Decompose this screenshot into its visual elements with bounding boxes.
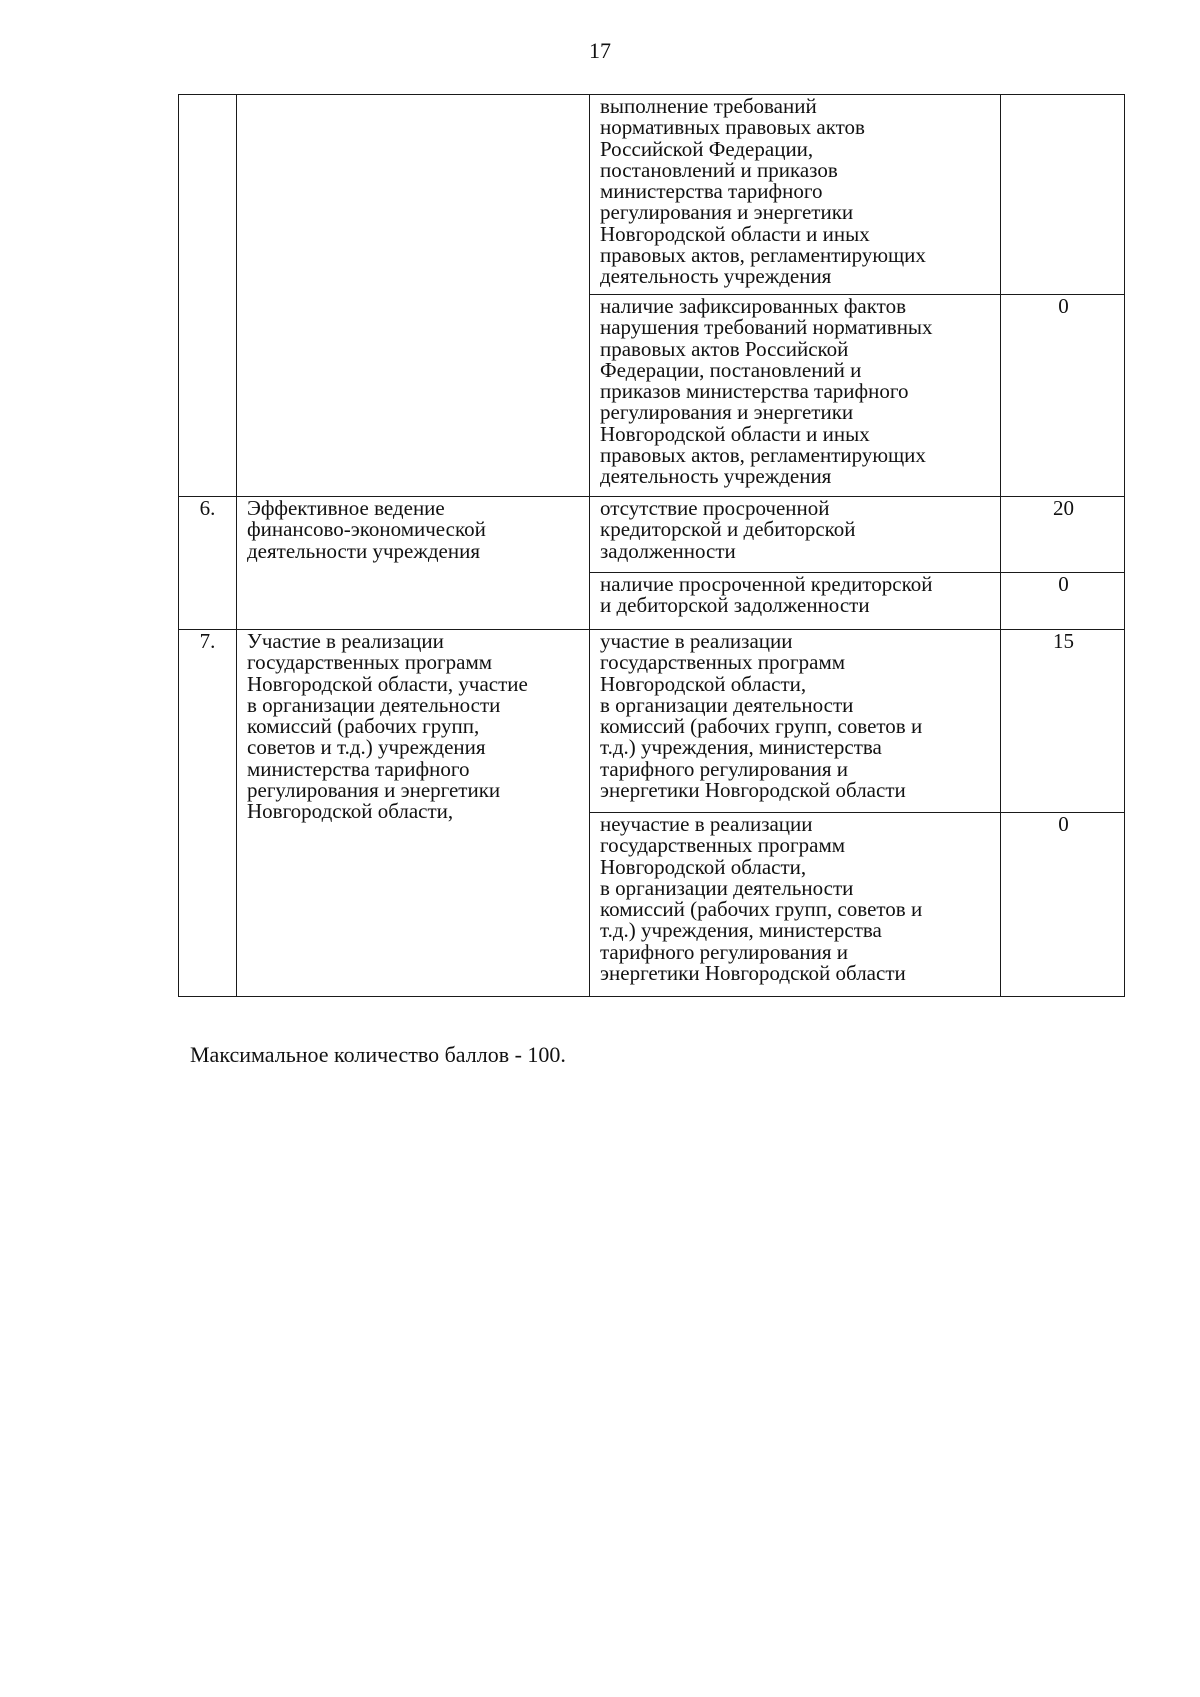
max-score-note: Максимальное количество баллов - 100. (190, 1042, 566, 1067)
points-cell: 15 (1001, 630, 1125, 813)
table-row (179, 95, 1125, 295)
points-cell (1001, 95, 1125, 295)
points-cell: 0 (1001, 295, 1125, 497)
row-number-cell: 6. (179, 497, 237, 630)
criteria-table (178, 94, 1125, 997)
points-cell: 0 (1001, 573, 1125, 630)
page-number: 17 (589, 38, 611, 63)
condition-cell: наличие зафиксированных фактов нарушения требований нормативных правовых актов Российской Федерации, постановлений и приказов министерства тарифного регулирования и энергетики Новгородской области и иных правовых актов, регламентирующих деятельность учреждения (590, 295, 1001, 497)
table-row (179, 497, 1125, 573)
condition-cell: выполнение требований нормативных правовых актов Российской Федерации, постановлений и приказов министерства тарифного регулирования и энергетики Новгородской области и иных правовых актов, регламентирующих деятельность учреждения (590, 95, 1001, 295)
points-cell: 0 (1001, 813, 1125, 997)
row-number-cell (179, 95, 237, 497)
table-row (179, 630, 1125, 813)
criterion-cell (237, 95, 590, 497)
row-number-cell: 7. (179, 630, 237, 997)
criterion-cell: Эффективное ведение финансово-экономической деятельности учреждения (237, 497, 590, 630)
condition-cell: отсутствие просроченной кредиторской и дебиторской задолженности (590, 497, 1001, 573)
condition-cell: участие в реализации государственных программ Новгородской области, в организации деятельности комиссий (рабочих групп, советов и т.д.) учреждения, министерства тарифного регулирования и энергетики Новгородской области (590, 630, 1001, 813)
points-cell: 20 (1001, 497, 1125, 573)
criterion-cell: Участие в реализации государственных программ Новгородской области, участие в организации деятельности комиссий (рабочих групп, советов и т.д.) учреждения министерства тарифного регулирования и энергетики Новгородской области, (237, 630, 590, 997)
condition-cell: наличие просроченной кредиторской и дебиторской задолженности (590, 573, 1001, 630)
condition-cell: неучастие в реализации государственных программ Новгородской области, в организации деятельности комиссий (рабочих групп, советов и т.д.) учреждения, министерства тарифного регулирования и энергетики Новгородской области (590, 813, 1001, 997)
